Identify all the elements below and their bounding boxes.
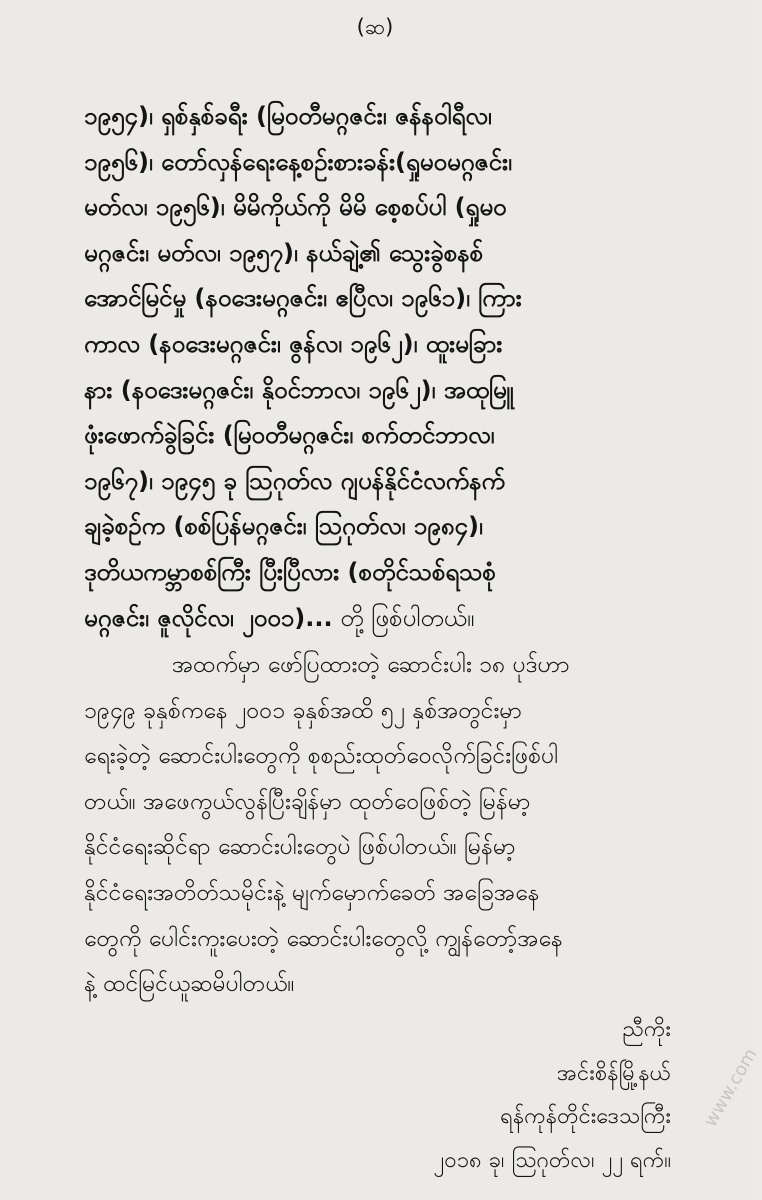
paragraph-line: နိုင်ငံရေးဆိုင်ရာ ဆောင်းပါးတွေပဲ ဖြစ်ပါတယ်။ မြန်မာ့ — [84, 834, 516, 861]
bibliography-line: ဖုံးဖောက်ခွဲခြင်း (မြဝတီမဂ္ဂဇင်း၊ စက်တင်ဘာလ၊ — [84, 421, 495, 450]
bibliography-last-line — [84, 596, 674, 642]
bibliography-line: ၁၉၅၆)၊ တော်လှန်ရေးနေ့စဉ်းစားခန်း(ရှုမဝမဂ္ဂဇင်း၊ — [84, 147, 512, 176]
bibliography-line: ဒုတိယကမ္ဘာစစ်ကြီး ပြီးပြီလား (စတိုင်သစ်ရသစုံ — [84, 557, 496, 586]
bibliography-line: ၁၉၅၄)၊ ရှစ်နှစ်ခရီး (မြဝတီမဂ္ဂဇင်း၊ ဇန်နဝါရီလ၊ — [84, 102, 492, 130]
bibliography-line: နား (နဝဒေးမဂ္ဂဇင်း၊ နိုဝင်ဘာလ၊ ၁၉၆၂)၊ အထုမြူ — [84, 375, 514, 404]
paragraph-line: အထက်မှာ ဖော်ပြထားတဲ့ ဆောင်းပါး ၁၈ ပုဒ်ဟာ — [172, 652, 570, 678]
bibliography-last-normal: တို့ ဖြစ်ပါတယ်။ — [332, 603, 475, 632]
bibliography-line: အောင်မြင်မှု (နဝဒေးမဂ္ဂဇင်း၊ ဧပြီလ၊ ၁၉၆၁)၊ ကြား — [84, 284, 522, 313]
bibliography-line: မဂ္ဂဇင်း၊ မတ်လ၊ ၁၉၅၇)၊ နယ်ချဲ့၏ သွေးခွဲစနစ် — [84, 238, 484, 267]
page-number: (ဆ) — [356, 15, 394, 39]
bibliography-last-bold: မဂ္ဂဇင်း၊ ဇူလိုင်လ၊ ၂၀၀၁)... — [84, 603, 333, 632]
bibliography-line: ကာလ (နဝဒေးမဂ္ဂဇင်း၊ ဇွန်လ၊ ၁၉၆၂)၊ ထူးမခြား — [84, 329, 503, 358]
paragraph-line: တွေကို ပေါင်းကူးပေးတဲ့ ဆောင်းပါးတွေလို့ ကျွန်တော့်အနေ — [84, 925, 563, 952]
signature-region: ရန်ကုန်တိုင်းဒေသကြီး — [500, 1104, 671, 1129]
signature-name: ညီကိုး — [622, 1017, 671, 1042]
bibliography-line: မတ်လ၊ ၁၉၅၆)၊ မိမိကိုယ်ကို မိမိ စေ့စပ်ပါ (ရှုမဝ — [84, 193, 507, 222]
paragraph-line: ရေးခဲ့တဲ့ ဆောင်းပါးတွေကို စုစည်းထုတ်ဝေလိုက်ခြင်းဖြစ်ပါ — [84, 743, 559, 770]
bibliography-line: ချခဲ့စဉ်က (စစ်ပြန်မဂ္ဂဇင်း၊ ဩဂုတ်လ၊ ၁၉၈၄)၊ — [84, 512, 483, 541]
bibliography-block — [84, 94, 674, 641]
body-paragraph — [84, 643, 674, 1008]
paragraph-line: ၁၉၄၉ ခုနှစ်ကနေ ၂၀၀၁ ခုနှစ်အထိ ၅၂ နှစ်အတွင်းမှာ — [84, 697, 522, 724]
paragraph-line: တယ်။ အဖေကွယ်လွန်ပြီးချိန်မှာ ထုတ်ဝေဖြစ်တဲ့ မြန်မာ့ — [84, 788, 531, 815]
watermark: www.com — [700, 1044, 762, 1131]
paragraph-line: နိုင်ငံရေးအတိတ်သမိုင်းနဲ့ မျက်မှောက်ခေတ် အခြေအနေ — [84, 879, 540, 906]
bibliography-line: ၁၉၆၇)၊ ၁၉၄၅ ခု ဩဂုတ်လ ဂျပန်နိုင်ငံလက်နက် — [84, 466, 506, 495]
signature-township: အင်းစိန်မြို့နယ် — [556, 1060, 671, 1086]
signature-block — [300, 1008, 671, 1182]
signature-date: ၂၀၁၈ ခု၊ ဩဂုတ်လ၊ ၂၂ ရက်။ — [433, 1147, 671, 1173]
paragraph-line: နဲ့ ထင်မြင်ယူဆမိပါတယ်။ — [84, 971, 295, 998]
